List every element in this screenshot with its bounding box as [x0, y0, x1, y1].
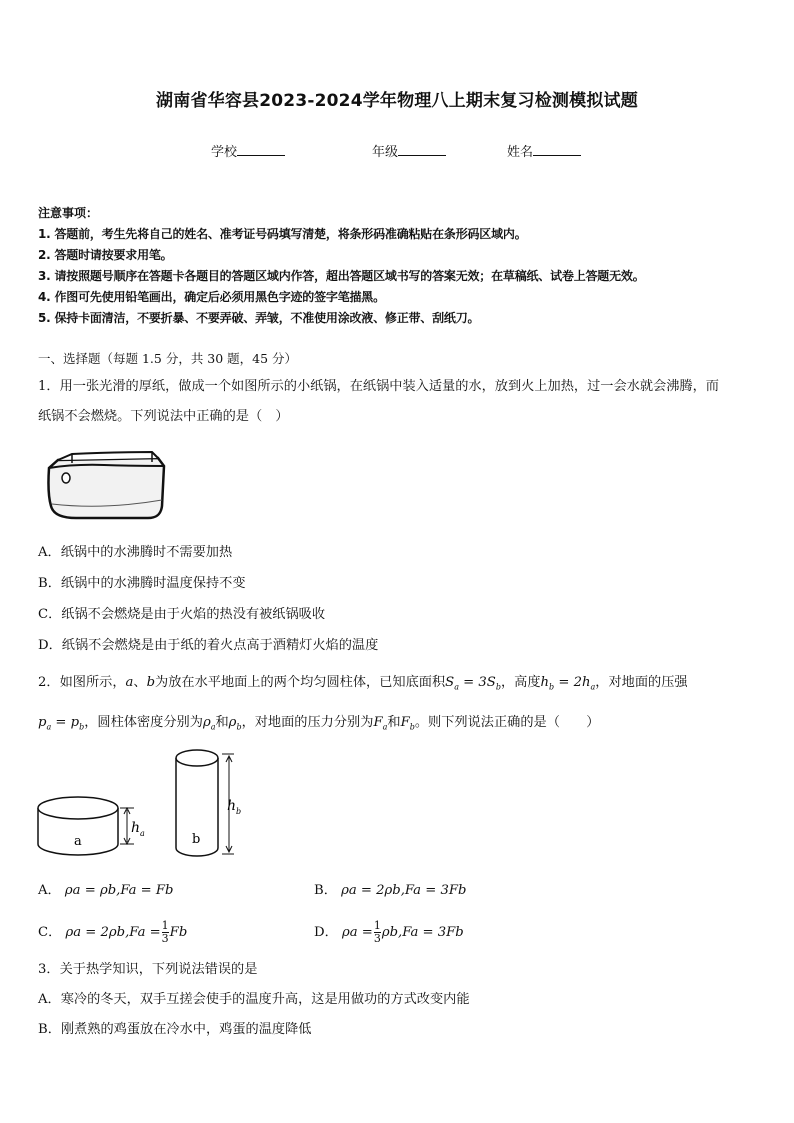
svg-text:hb [227, 798, 241, 816]
question-2-option-c: C． ρa = 2ρb,Fa = $\frac{1}{3}$ Fb [38, 919, 188, 945]
paper-pot-figure [44, 448, 168, 522]
name-field [507, 141, 581, 160]
name-blank [533, 143, 581, 156]
question-2-option-b: B． ρa = 2ρb,Fa = 3Fb [314, 883, 467, 898]
cylinder-a-label: a [74, 834, 82, 849]
formula-area: $S_a = 3S_b$ [445, 675, 501, 692]
cylinder-b-label: b [192, 832, 201, 847]
h-a-sub: a [140, 829, 145, 838]
question-1-option-c: C．纸锅不会燃烧是由于火焰的热没有被纸锅吸收 [38, 607, 326, 622]
h-b-sub: b [236, 807, 242, 816]
rho-b: $\rho_b$ [228, 715, 242, 732]
page-title: 湖南省华容县2023-2024学年物理八上期末复习检测模拟试题 [156, 91, 638, 111]
question-2-stem-line2: $p_a = p_b$，圆柱体密度分别为$\rho_a$和$\rho_b$，对地面的压力分别为$F_a$和$F_b$。则下列说法正确的是（ ） [38, 715, 600, 732]
svg-text:ha [131, 820, 145, 838]
question-1-option-b: B．纸锅中的水沸腾时温度保持不变 [38, 576, 246, 591]
name-label: 姓名 [507, 145, 534, 160]
force-a: $F_a$ [373, 715, 388, 732]
question-3-option-b: B．刚煮熟的鸡蛋放在冷水中，鸡蛋的温度降低 [38, 1022, 312, 1037]
question-2-option-a: A． ρa = ρb,Fa = Fb [38, 883, 174, 898]
note-item: 1. 答题前，考生先将自己的姓名、准考证号码填写清楚，将条形码准确粘贴在条形码区域内。 [38, 227, 527, 241]
h-b-symbol: h [227, 798, 237, 814]
cylinder-b [176, 750, 241, 856]
section-heading: 一、选择题（每题 1.5 分，共 30 题，45 分） [38, 351, 298, 366]
question-1-stem-line1: 1．用一张光滑的厚纸，做成一个如图所示的小纸锅，在纸锅中装入适量的水，放到火上加热，过一会水就会沸腾，而 [38, 379, 719, 394]
grade-label: 年级 [372, 145, 399, 160]
school-label: 学校 [211, 145, 238, 160]
question-2-stem-line1: 2．如图所示，a、b为放在水平地面上的两个均匀圆柱体，已知底面积$S_a = 3S_b$，高度$h_b = 2h_a$，对地面的压强 [38, 675, 688, 692]
notes-heading: 注意事项： [38, 206, 99, 220]
grade-blank [398, 143, 446, 156]
question-2-option-d: D． ρa = $\frac{1}{3}$ ρb,Fa = 3Fb [314, 919, 464, 945]
note-item: 5. 保持卡面清洁，不要折暴、不要弄破、弄皱，不准使用涂改液、修正带、刮纸刀。 [38, 311, 480, 325]
grade-field [372, 141, 446, 160]
formula-pressure: $p_a = p_b$ [38, 715, 85, 732]
note-item: 2. 答题时请按要求用笔。 [38, 248, 173, 262]
question-1-option-d: D．纸锅不会燃烧是由于纸的着火点高于酒精灯火焰的温度 [38, 638, 379, 653]
question-3-option-a: A．寒冷的冬天，双手互搓会使手的温度升高，这是用做功的方式改变内能 [38, 992, 470, 1007]
cylinder-a [38, 797, 145, 855]
force-b: $F_b$ [400, 715, 415, 732]
note-item: 4. 作图可先使用铅笔画出，确定后必须用黑色字迹的签字笔描黑。 [38, 290, 385, 304]
h-a-symbol: h [131, 820, 141, 836]
cylinders-figure [34, 748, 244, 860]
school-blank [237, 143, 285, 156]
note-item: 3. 请按照题号顺序在答题卡各题目的答题区域内作答，超出答题区域书写的答案无效；在草稿纸、试卷上答题无效。 [38, 269, 645, 283]
rho-a: $\rho_a$ [202, 715, 216, 732]
school-field [211, 141, 285, 160]
formula-height: $h_b = 2h_a$ [540, 675, 596, 692]
question-1-stem-line2: 纸锅不会燃烧。下列说法中正确的是（ ） [38, 409, 289, 424]
question-3-stem: 3．关于热学知识，下列说法错误的是 [38, 962, 258, 977]
question-1-option-a: A．纸锅中的水沸腾时不需要加热 [38, 545, 233, 560]
